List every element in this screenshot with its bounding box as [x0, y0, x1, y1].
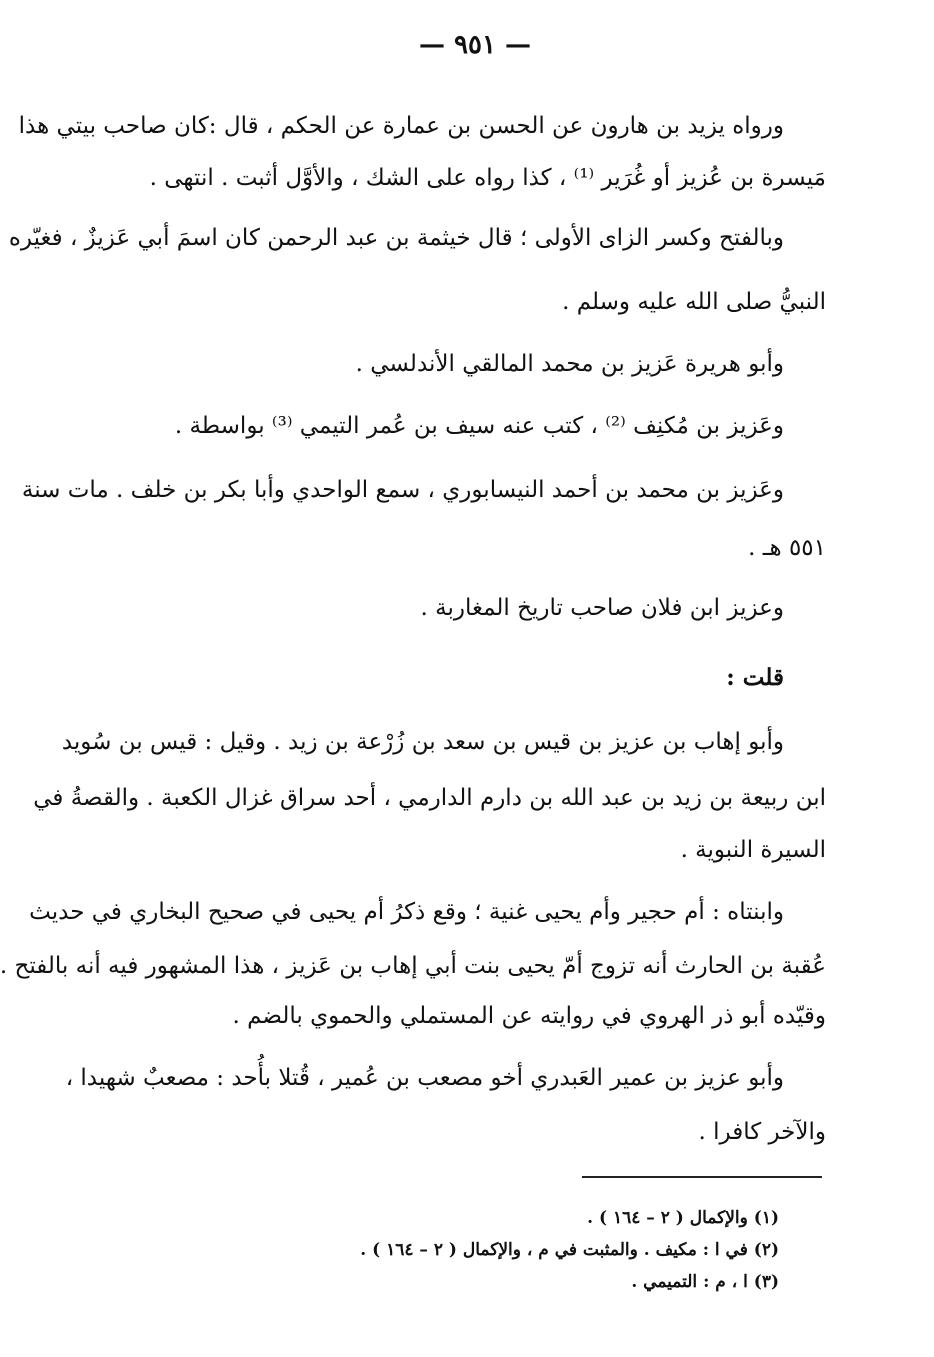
text-line: وقيّده أبو ذر الهروي في روايته عن المستملي والحموي بالضم . — [232, 1003, 826, 1029]
text-line: وعَزيز بن محمد بن أحمد النيسابوري ، سمع الواحدي وأبا بكر بن خلف . مات سنة — [21, 477, 784, 503]
text-line: ورواه يزيد بن هارون عن الحسن بن عمارة عن الحكم ، قال :كان صاحب بيتي هذا — [18, 113, 784, 139]
page-number: — ٩٥١ — — [418, 30, 532, 60]
text-line: وبالفتح وكسر الزاى الأولى ؛ قال خيثمة بن عبد الرحمن كان اسمَ أبي عَزيزٌ ، فغيّره — [8, 225, 784, 251]
footnote-separator — [582, 1176, 822, 1178]
text-line: ابن ربيعة بن زيد بن عبد الله بن دارم الدارمي ، أحد سراق غزال الكعبة . والقصةُ في — [33, 785, 826, 811]
footnote: (٢) في ا : مكيف . والمثبت في م ، والإكمال ( ٢ – ١٦٤ ) . — [360, 1240, 779, 1260]
text-line: وأبو إهاب بن عزيز بن قيس بن سعد بن زُرْعة بن زيد . وقيل : قيس بن سُويد — [61, 729, 784, 755]
text-line: مَيسرة بن عُزيز أو غُرَير ⁽¹⁾ ، كذا رواه على الشك ، والأوَّل أثبت . انتهى . — [149, 165, 826, 191]
text-line: وأبو هريرة عَزيز بن محمد المالقي الأندلسي . — [355, 351, 784, 377]
footnote: (٣) ا ، م : التميمي . — [631, 1272, 779, 1292]
text-line: النبيُّ صلى الله عليه وسلم . — [562, 289, 826, 315]
text-line: وعَزيز بن مُكنِف ⁽²⁾ ، كتب عنه سيف بن عُمر التيمي ⁽³⁾ بواسطة . — [174, 413, 784, 439]
text-line: وأبو عزيز بن عمير العَبدري أخو مصعب بن عُمير ، قُتلا بأُحد : مصعبٌ شهيدا ، — [65, 1065, 784, 1091]
text-line: وعزيز ابن فلان صاحب تاريخ المغاربة . — [420, 595, 784, 621]
text-line: والآخر كافرا . — [698, 1119, 826, 1145]
text-line: عُقبة بن الحارث أنه تزوج أمّ يحيى بنت أبي إهاب بن عَزيز ، هذا المشهور فيه أنه بالفتح . — [0, 953, 826, 979]
text-line: ٥٥١ هـ . — [748, 535, 826, 561]
section-heading: قلت : — [726, 664, 784, 691]
footnote: (١) والإكمال ( ٢ – ١٦٤ ) . — [587, 1208, 779, 1228]
text-line: وابنتاه : أم حجير وأم يحيى غنية ؛ وقع ذكرُ أم يحيى في صحيح البخاري في حديث — [29, 899, 784, 925]
text-line: السيرة النبوية . — [680, 837, 826, 863]
